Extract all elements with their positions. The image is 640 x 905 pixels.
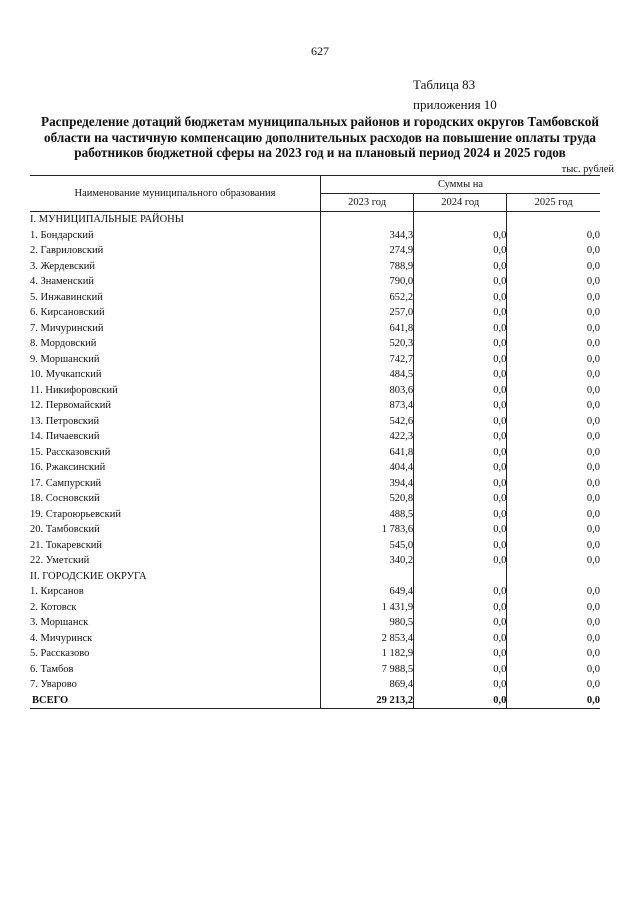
value-2024: 0,0	[414, 243, 507, 259]
value-2025: 0,0	[507, 522, 600, 538]
row-name: 6. Тамбов	[30, 663, 74, 675]
table-row	[30, 243, 600, 259]
row-name: 1. Бондарский	[30, 229, 94, 241]
empty-cell	[414, 569, 507, 585]
row-name: 18. Сосновский	[30, 493, 100, 504]
value-2023: 545,0	[321, 538, 414, 554]
value-2024: 0,0	[414, 429, 507, 445]
table-row	[30, 274, 600, 290]
value-2023: 652,2	[321, 290, 414, 306]
value-2025: 0,0	[507, 693, 600, 709]
row-name: 16. Ржаксинский	[30, 462, 106, 473]
value-2024: 0,0	[414, 290, 507, 306]
table-row	[30, 259, 600, 275]
table-row	[30, 615, 600, 631]
table-number: Таблица 83	[413, 77, 476, 92]
value-2023: 873,4	[321, 398, 414, 414]
row-name: 1. Кирсанов	[30, 586, 84, 597]
value-2023: 274,9	[321, 243, 414, 259]
row-name: 19. Староюрьевский	[30, 508, 121, 520]
section-title: I. МУНИЦИПАЛЬНЫЕ РАЙОНЫ	[30, 214, 184, 225]
table-body	[30, 212, 600, 709]
value-2025: 0,0	[507, 460, 600, 476]
value-2023: 641,8	[321, 321, 414, 337]
table-row	[30, 631, 600, 647]
row-name: 5. Рассказово	[30, 648, 90, 659]
value-2025: 0,0	[507, 677, 600, 693]
value-2023: 1 783,6	[321, 522, 414, 538]
table-header	[30, 176, 600, 212]
value-2024: 0,0	[414, 383, 507, 399]
column-header-name: Наименование муниципального образования	[30, 176, 321, 212]
value-2023: 257,0	[321, 305, 414, 321]
table-row	[30, 507, 600, 523]
value-2024: 0,0	[414, 398, 507, 414]
table-row	[30, 553, 600, 569]
row-name: 21. Токаревский	[30, 539, 103, 551]
value-2025: 0,0	[507, 259, 600, 275]
value-2023: 1 182,9	[321, 646, 414, 662]
value-2025: 0,0	[507, 646, 600, 662]
value-2024: 0,0	[414, 507, 507, 523]
row-name: 13. Петровский	[30, 415, 100, 427]
value-2024: 0,0	[414, 445, 507, 461]
table-row	[30, 538, 600, 554]
value-2025: 0,0	[507, 445, 600, 461]
table-row	[30, 522, 600, 538]
table-row	[30, 445, 600, 461]
table-row	[30, 491, 600, 507]
row-name: ВСЕГО	[30, 693, 321, 709]
table-row	[30, 584, 600, 600]
value-2025: 0,0	[507, 352, 600, 368]
value-2025: 0,0	[507, 600, 600, 616]
value-2024: 0,0	[414, 476, 507, 492]
value-2025: 0,0	[507, 429, 600, 445]
value-2023: 641,8	[321, 445, 414, 461]
row-name: 5. Инжавинский	[30, 291, 103, 303]
table-row	[30, 367, 600, 383]
value-2023: 649,4	[321, 584, 414, 600]
value-2024: 0,0	[414, 631, 507, 647]
subsidy-table	[30, 175, 600, 709]
value-2024: 0,0	[414, 460, 507, 476]
value-2023: 422,3	[321, 429, 414, 445]
value-2025: 0,0	[507, 615, 600, 631]
value-2024: 0,0	[414, 584, 507, 600]
value-2024: 0,0	[414, 600, 507, 616]
value-2024: 0,0	[414, 662, 507, 678]
row-name: 7. Мичуринский	[30, 322, 104, 334]
row-name: 9. Моршанский	[30, 353, 100, 365]
value-2023: 7 988,5	[321, 662, 414, 678]
row-name: 17. Сампурский	[30, 477, 102, 489]
row-name: 12. Первомайский	[30, 400, 112, 411]
row-name: 10. Мучкапский	[30, 369, 102, 380]
value-2023: 980,5	[321, 615, 414, 631]
value-2025: 0,0	[507, 383, 600, 399]
row-name: 7. Уварово	[30, 679, 77, 690]
row-name: 22. Уметский	[30, 555, 90, 566]
value-2025: 0,0	[507, 476, 600, 492]
value-2023: 742,7	[321, 352, 414, 368]
value-2024: 0,0	[414, 414, 507, 430]
value-2024: 0,0	[414, 367, 507, 383]
section-municipal-districts	[30, 212, 600, 228]
value-2024: 0,0	[414, 491, 507, 507]
table-row	[30, 336, 600, 352]
value-2025: 0,0	[507, 228, 600, 244]
value-2024: 0,0	[414, 693, 507, 709]
value-2023: 484,5	[321, 367, 414, 383]
value-2024: 0,0	[414, 553, 507, 569]
row-name: 20. Тамбовский	[30, 524, 100, 535]
table-row	[30, 321, 600, 337]
value-2024: 0,0	[414, 352, 507, 368]
value-2024: 0,0	[414, 259, 507, 275]
empty-cell	[414, 212, 507, 228]
table-row	[30, 398, 600, 414]
value-2024: 0,0	[414, 274, 507, 290]
table-row	[30, 290, 600, 306]
value-2025: 0,0	[507, 662, 600, 678]
value-2023: 520,3	[321, 336, 414, 352]
column-header-2024: 2024 год	[414, 194, 507, 212]
row-name: 15. Рассказовский	[30, 446, 111, 458]
value-2024: 0,0	[414, 305, 507, 321]
value-2025: 0,0	[507, 584, 600, 600]
value-2025: 0,0	[507, 538, 600, 554]
row-name: 8. Мордовский	[30, 338, 97, 349]
column-header-2025: 2025 год	[507, 194, 600, 212]
empty-cell	[507, 569, 600, 585]
value-2025: 0,0	[507, 553, 600, 569]
row-name: 4. Знаменский	[30, 276, 94, 287]
value-2024: 0,0	[414, 336, 507, 352]
empty-cell	[321, 212, 414, 228]
value-2023: 404,4	[321, 460, 414, 476]
value-2025: 0,0	[507, 398, 600, 414]
units-label: тыс. рублей	[561, 164, 614, 175]
value-2024: 0,0	[414, 522, 507, 538]
value-2023: 1 431,9	[321, 600, 414, 616]
table-row	[30, 429, 600, 445]
empty-cell	[507, 212, 600, 228]
table-row	[30, 600, 600, 616]
value-2025: 0,0	[507, 491, 600, 507]
row-name: 6. Кирсановский	[30, 307, 105, 318]
value-2024: 0,0	[414, 538, 507, 554]
value-2025: 0,0	[507, 274, 600, 290]
value-2025: 0,0	[507, 631, 600, 647]
table-row	[30, 228, 600, 244]
page-number: 627	[311, 44, 329, 58]
table-row	[30, 476, 600, 492]
section-urban-districts	[30, 569, 600, 585]
value-2025: 0,0	[507, 414, 600, 430]
row-name: 4. Мичуринск	[30, 632, 93, 644]
appendix-label: приложения 10	[413, 97, 497, 112]
document-title: Распределение дотаций бюджетам муниципальных районов и городских округов Тамбовской области на частичную компенсацию дополнительных расходов на повышение оплаты труда работников бюджетной сферы на 2023 год и на плановый период 2024 и 2025 годов	[41, 114, 599, 160]
value-2025: 0,0	[507, 305, 600, 321]
value-2023: 520,8	[321, 491, 414, 507]
value-2023: 488,5	[321, 507, 414, 523]
value-2023: 29 213,2	[321, 693, 414, 709]
section-title: II. ГОРОДСКИЕ ОКРУГА	[30, 570, 147, 582]
value-2025: 0,0	[507, 243, 600, 259]
value-2025: 0,0	[507, 290, 600, 306]
value-2024: 0,0	[414, 646, 507, 662]
value-2025: 0,0	[507, 507, 600, 523]
table-row	[30, 460, 600, 476]
value-2023: 788,9	[321, 259, 414, 275]
value-2025: 0,0	[507, 321, 600, 337]
column-header-sums: Суммы на	[321, 176, 601, 194]
table-row	[30, 414, 600, 430]
row-name: 3. Жердевский	[30, 260, 96, 272]
value-2024: 0,0	[414, 677, 507, 693]
empty-cell	[321, 569, 414, 585]
row-name: 14. Пичаевский	[30, 431, 100, 442]
row-name: 2. Котовск	[30, 601, 77, 613]
value-2023: 803,6	[321, 383, 414, 399]
column-header-2023: 2023 год	[321, 194, 414, 212]
table-row	[30, 352, 600, 368]
table-row	[30, 677, 600, 693]
value-2023: 542,6	[321, 414, 414, 430]
total-row	[30, 693, 600, 709]
row-name: 11. Никифоровский	[30, 384, 118, 396]
table-row	[30, 383, 600, 399]
table-row	[30, 646, 600, 662]
value-2025: 0,0	[507, 367, 600, 383]
value-2024: 0,0	[414, 615, 507, 631]
row-name: 2. Гавриловский	[30, 245, 104, 256]
value-2023: 869,4	[321, 677, 414, 693]
value-2023: 2 853,4	[321, 631, 414, 647]
row-name: 3. Моршанск	[30, 617, 89, 628]
value-2023: 394,4	[321, 476, 414, 492]
table-row	[30, 662, 600, 678]
value-2023: 340,2	[321, 553, 414, 569]
value-2023: 790,0	[321, 274, 414, 290]
table-row	[30, 305, 600, 321]
value-2025: 0,0	[507, 336, 600, 352]
value-2024: 0,0	[414, 228, 507, 244]
value-2024: 0,0	[414, 321, 507, 337]
value-2023: 344,3	[321, 228, 414, 244]
